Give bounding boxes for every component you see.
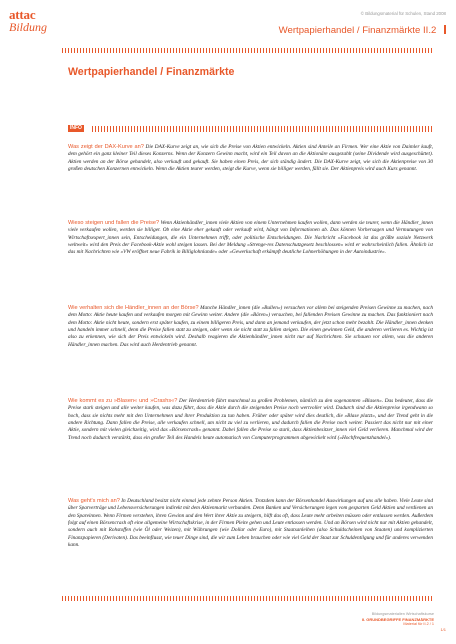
logo-line-1: attac [9,7,36,22]
header-title-text: Wertpapierhandel / Finanzmärkte [278,25,421,36]
info-label: INFO [70,125,82,131]
section-question: Wie verhalten sich die Händler_innen an der Börse? [68,305,199,311]
section-question: Wieso steigen und fallen die Preise? [68,220,160,226]
section-dax [68,144,433,173]
footer-info [362,612,434,627]
section-traders [68,305,433,349]
bottom-hatch-divider [62,596,434,601]
header-copyright: © Bildungsmaterial für Schulen, Stand 2008 [360,11,446,16]
top-hatch-divider [62,48,434,53]
info-bar [68,126,434,132]
page-title: Wertpapierhandel / Finanzmärkte [68,66,235,78]
section-prices [68,220,433,257]
section-question: Was zeigt der DAX-Kurve an? [68,144,144,150]
section-text: Manche Händler_innen (die »Bullen«) versuchen vor allem bei steigenden Preisen Gewinne zu machen, nach dem Motto: Aktie heute kaufen und verkaufen morgen mit Gewinn weiter. Andere (die »Bären«) versuchen, bei fallenden Preisen Gewinne zu machen. Das funktioniert nach dem Motto: Aktie nicht heute, sondern erst später kaufen, zu einem billigeren Preis, und dann an jemand verkaufen, der jetzt schon mehr bezahlt. Die Händler_innen denken und handeln immer schnell, denn die Preise fallen statt zu steigen, oder wenn sie nicht statt zu fallen steigen. Die einen gewinnen Geld, die anderen verlieren es. Wichtig ist also zu erkennen, wie sich der Preis entwickeln wird. Deshalb reagieren die Aktienhändler_innen nicht nur auf Nachrichten. Sie schauen vor allem, was die anderen Händler_innen machen. Das wird auch Herdentrieb genannt. [68,305,434,348]
footer-line-3: Material für II.2 / 1 [403,622,434,626]
info-hatch [92,126,434,132]
footer-page-number: 1/1 [440,627,446,632]
section-relevance [68,498,433,549]
footer-line-1: Bildungsmaterialien Wirtschaftskurse [371,612,434,616]
logo-line-2: Bildung [9,20,47,34]
section-question: Wie kommt es zu »Blasen« und »Crashs«? [68,398,178,404]
footer-line-2: II. GRUNDBEGRIFFE FINANZMÄRKTE [361,617,434,622]
section-question: Was geht's mich an? [68,498,120,504]
header-number: II.2 [422,25,437,36]
section-bubbles [68,398,433,442]
section-text: In Deutschland besitzt nicht einmal jede zehnte Person Aktien. Trotzdem kann der Börsenhandel Auswirkungen auf uns alle haben. Viele Leute sind über Sparverträge und Lebensversicherungen indirekt mit dem Aktienmarkt verbunden. Denn Banken und Versicherungen legen vom gesparten Geld Aktien und verdienen an den Spareinnen. Wenn Firmen verstehen, ihren Gewinn und den Wert ihrer Aktie zu steigern, hilft das oft, dass Leute mehr arbeiten müssen oder entlassen werden. Außerdem folgt auf einen Börsencrash oft eine allgemeine Wirtschaftskrise, in der Firmen Pleite gehen und Leute entlassen werden. Und an Börsen wird nicht nur mit Aktien gehandelt, sondern auch mit Rohstoffen (wie Öl oder Weizen), mit Währungen (wie Dollar oder Euro), mit Staatsanleihen (also Schuldscheinen von Staaten) und komplizierten Finanzpapieren (Derivaten). Das beeinflusst, wie teuer Dinge sind, die wir zum Leben brauchen oder wie viel Geld der Staat zur Schuldentilgung und für anderes verwenden kann. [68,498,433,549]
header-accent-bar [444,25,446,34]
section-text: Wenn Aktienhändler_innen viele Aktien von einem Unternehmen kaufen wollen, dann werden sie teurer, wenn die Händler_innen viele verkaufen wollen, werden sie billiger. Ob eine Aktie eher gekauft oder verkauft wird, hängt von Informationen ab. Das können Vorhersagen und Vermutungen von Wirtschaftsexpert_innen sein, Entscheidungen, die ein Unternehmen trifft, oder politische Entscheidungen. Die Nachricht »Facebook ist das größte soziale Netzwerk weltweit« wird den Preis der Facebook-Aktie wohl steigen lassen. Bei der Meldung »Strenge-res Datenschutzgesetz beschlossen« wird er wahrscheinlich fallen. Ähnlich ist das mit Nachrichten wie »VW eröffnet neue Fabrik in Billiglohnlande« oder »Gewerkschaft erkämpft deutliche Lohnerhöhungen in der Autoindustrie«. [68,220,433,256]
section-text: Der Herdentrieb führt manchmal zu großen Problemen, nämlich zu den sogenannten »Blasen«. Das bedeutet, dass die Preise stark steigen und alle weiter kaufen, was dazu führt, dass die Aktie durch die steigenden Preise noch wertvoller wird. Dadurch sind die Aktienpreise irgendwann so hoch, dass sie nichts mehr mit den Unternehmen und ihrer Produktion zu tun haben. Früher oder später wird dies deutlich, die »Blase platzt«, und der Trend geht in die andere Richtung. Dann fallen die Preise, alle verkaufen schnell, um nicht zu viel zu verlieren, und dadurch fallen die Preise noch weiter. Passiert das nicht nur mit einer Aktie, sondern mit vielen gleichzeitig, wird das »Börsencrash« genannt. Dabei fallen die Preise so stark, dass Aktienbesitzer_innen viel Geld verlieren. Manchmal wird der Trend noch dadurch verstärkt, dass ein großer Teil des Handels heute automatisch von Computerprogrammen abgewickelt wird (»Hochfrequenzhandel«). [68,398,434,441]
attac-bildung-logo [9,8,47,33]
section-text: Die DAX-Kurve zeigt an, wie sich die Preise von Aktien entwickeln. Aktien sind Anteile an Firmen. Wer eine Aktie von Daimler kauft, dem gehört ein ganz kleiner Teil dieses Konzerns. Wenn der Konzern Gewinn macht, wird ein Teil davon an die Aktionäre ausgezahlt (seine Dividende wird ausgeschüttet). Aktien werden an der Börse gehandelt, also verkauft und gekauft. Sie haben einen Preis, der sich ständig ändert. Die DAX-Kurve zeigt, wie sich die Aktienpreise von 30 großen deutschen Konzernen entwickeln. Wenn die Aktien teurer werden, steigt die Kurve, wenn sie billiger werden, fällt sie. Der Aktienpreis wird auch Kurs genannt. [68,144,434,173]
header-title [279,25,446,36]
